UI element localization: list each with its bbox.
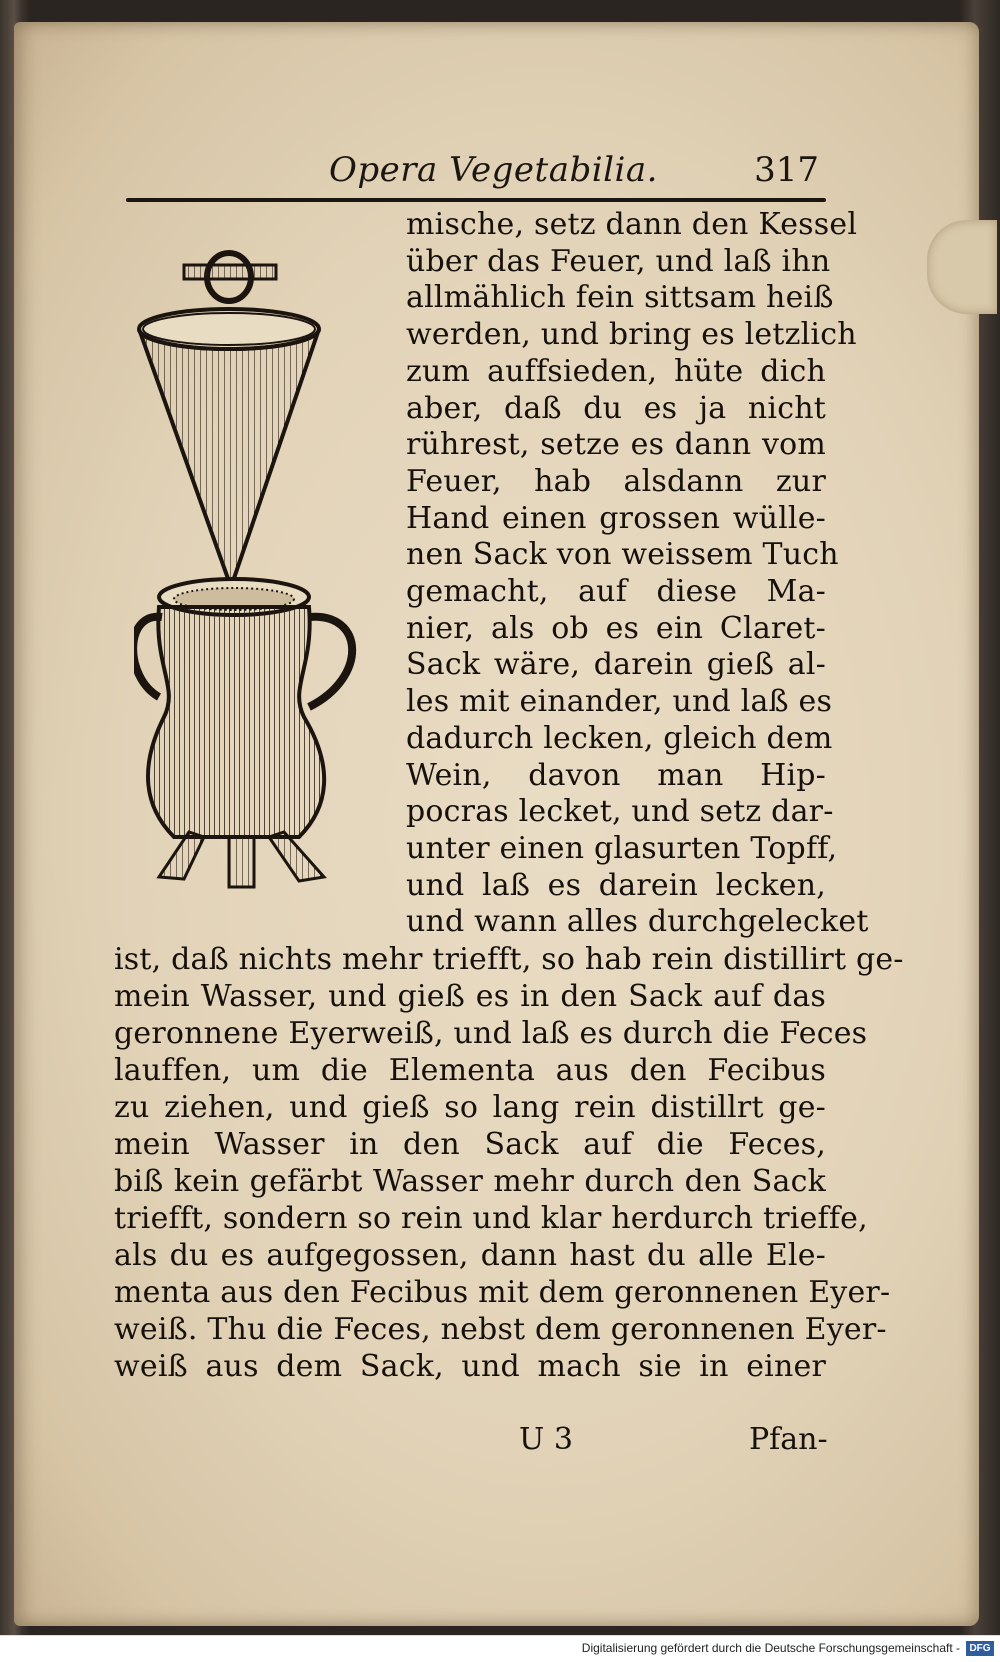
catchword: Pfan- [749, 1422, 828, 1457]
text-line: mische, setz dann den Kessel [406, 207, 858, 242]
text-line: geronnene Eyerweiß, und laß es durch die Feces [114, 1016, 868, 1051]
text-line: und wann alles durchgelecket [406, 904, 869, 940]
text-line: und laß es darein lecken, [406, 867, 826, 903]
text-line: aber, daß du es ja nicht [406, 390, 826, 426]
text-line: mein Wasser in den Sack auf die Feces, [114, 1127, 826, 1162]
text-line: menta aus den Fecibus mit dem geronnenen Eyer- [114, 1275, 891, 1310]
text-line: zum auffsieden, hüte dich [406, 353, 826, 389]
text-line: mein Wasser, und gieß es in den Sack auf das [114, 979, 826, 1014]
credit-bar [0, 1635, 1000, 1662]
text-line: werden, und bring es letzlich [406, 317, 857, 353]
text-line: weiß aus dem Sack, und mach sie in einer [114, 1349, 826, 1384]
credit-text: Digitalisierung gefördert durch die Deutsche Forschungsgemeinschaft - [581, 1641, 960, 1655]
text-line: unter einen glasurten Topff, [406, 830, 838, 866]
text-line: lauffen, um die Elementa aus den Fecibus [114, 1053, 826, 1088]
text-line: ist, daß nichts mehr triefft, so hab rein distillirt ge- [114, 942, 904, 977]
text-line: les mit einander, und laß es [406, 684, 833, 720]
body-text [14, 22, 979, 1626]
running-title: Opera Vegetabilia. [329, 150, 658, 190]
text-line: Sack wäre, darein gieß al- [406, 647, 826, 683]
text-line: allmählich fein sittsam heiß [406, 280, 834, 316]
text-line: triefft, sondern so rein und klar herdurch trieffe, [114, 1201, 868, 1236]
text-line: pocras lecket, und setz dar- [406, 794, 834, 830]
text-line: als du es aufgegossen, dann hast du alle Ele- [114, 1238, 826, 1273]
dfg-logo-icon: DFG [966, 1641, 994, 1656]
book-page [14, 22, 979, 1626]
text-line: nen Sack von weissem Tuch [406, 537, 839, 573]
signature-mark: U 3 [519, 1422, 573, 1457]
text-line: Wein, davon man Hip- [406, 757, 826, 793]
text-line: rührest, setze es dann vom [406, 427, 826, 463]
text-line: gemacht, auf diese Ma- [406, 574, 826, 609]
text-line: Hand einen grossen wülle- [406, 500, 826, 536]
text-line: nier, als ob es ein Claret- [406, 610, 826, 646]
text-line: weiß. Thu die Feces, nebst dem geronnenen Eyer- [114, 1312, 887, 1347]
text-line: über das Feuer, und laß ihn [406, 243, 831, 279]
text-line: biß kein gefärbt Wasser mehr durch den Sack [114, 1164, 826, 1199]
text-line: zu ziehen, und gieß so lang rein distillrt ge- [114, 1090, 826, 1125]
page-number: 317 [754, 150, 819, 190]
text-line: Feuer, hab alsdann zur [406, 463, 826, 499]
text-line: dadurch lecken, gleich dem [406, 720, 833, 756]
